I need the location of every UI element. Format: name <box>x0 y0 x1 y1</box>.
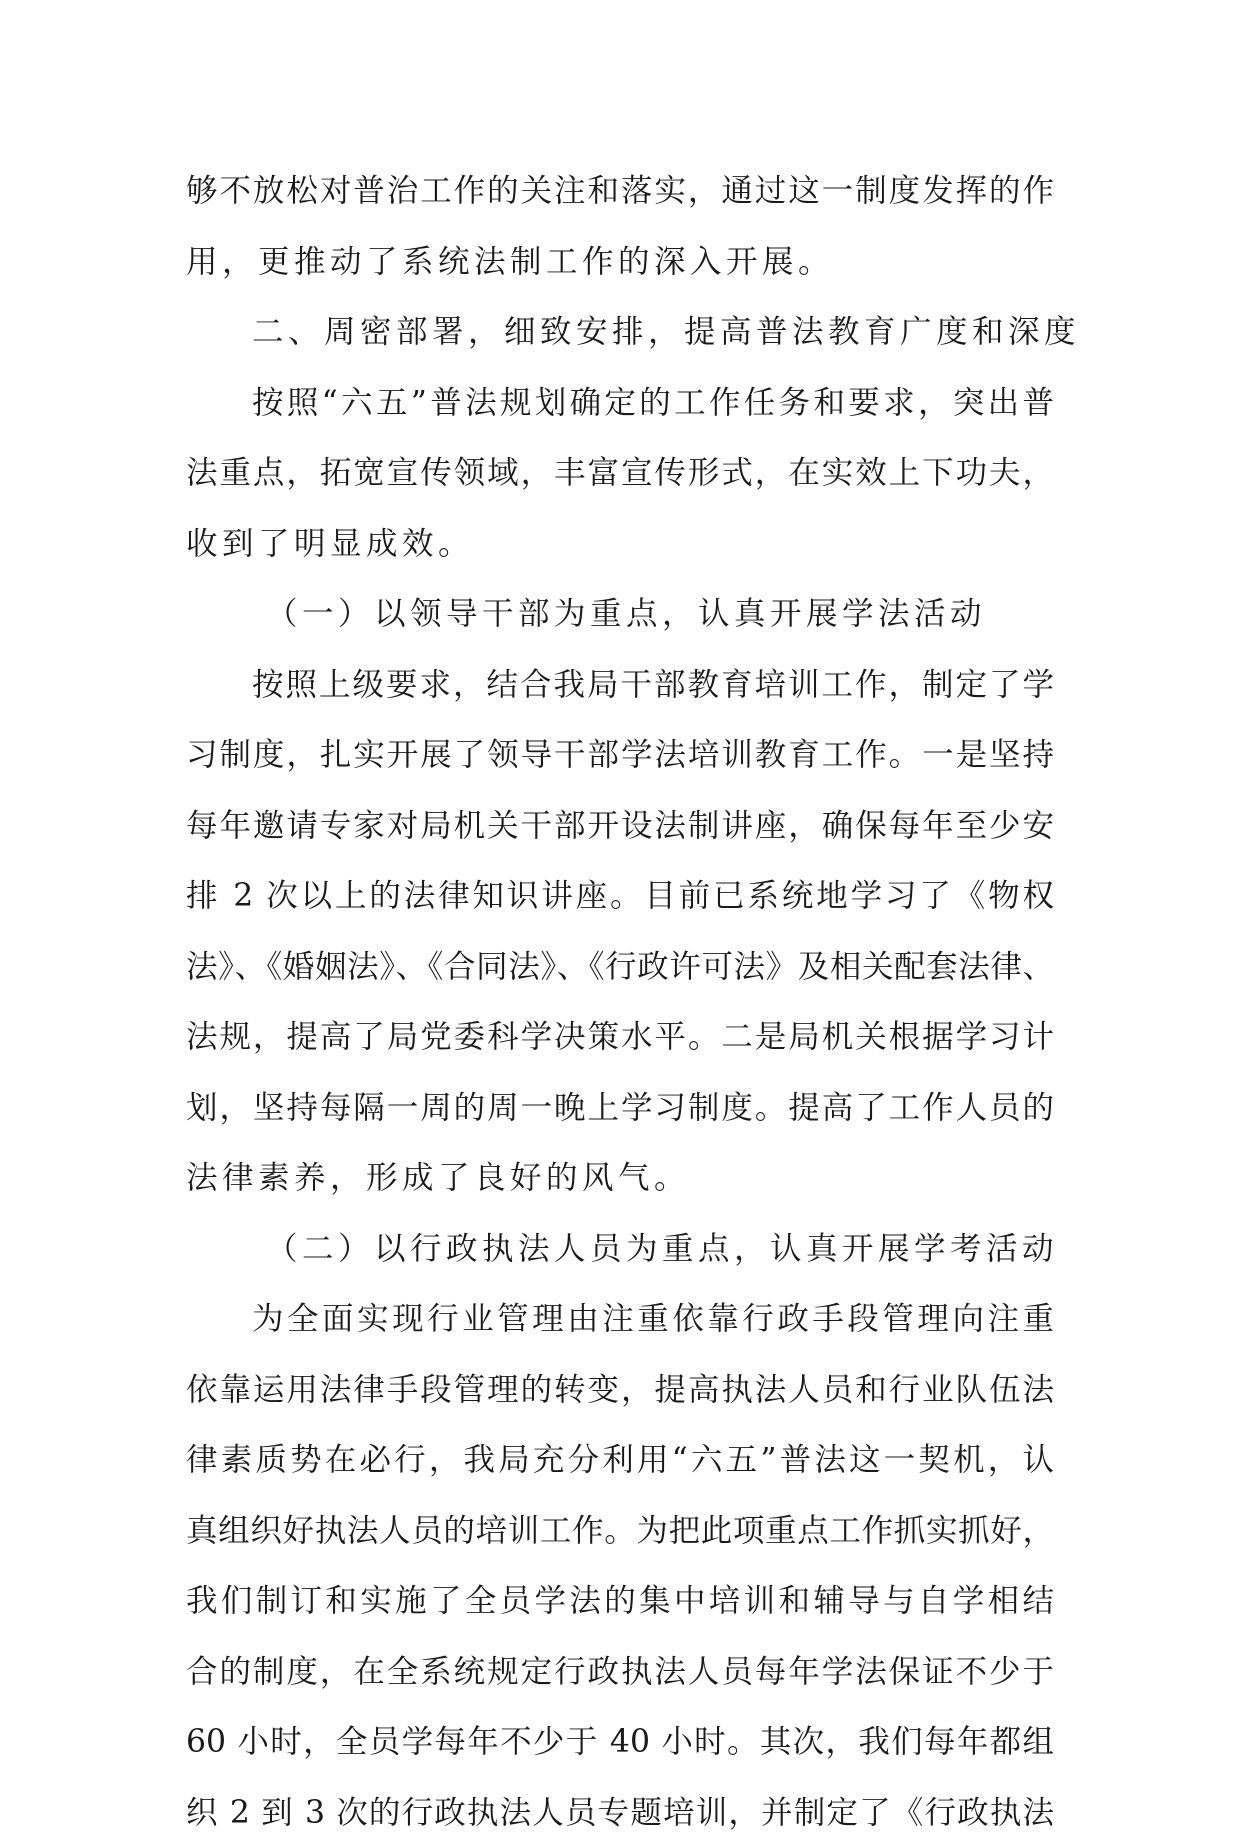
text-line: 划，坚持每隔一周的周一晚上学习制度。提高了工作人员的 <box>186 1073 1054 1144</box>
text-line: 按照上级要求，结合我局干部教育培训工作，制定了学 <box>186 650 1054 721</box>
text-line: 按照“六五”普法规划确定的工作任务和要求，突出普 <box>186 368 1054 439</box>
text-line: 法律素养，形成了良好的风气。 <box>186 1143 1054 1214</box>
text-line: 法规，提高了局党委科学决策水平。二是局机关根据学习计 <box>186 1002 1054 1073</box>
text-line: 法》、《婚姻法》、《合同法》、《行政许可法》及相关配套法律、 <box>186 932 1054 1003</box>
subsection-heading: （一）以领导干部为重点，认真开展学法活动 <box>186 579 1054 650</box>
text-line: 织 2 到 3 次的行政执法人员专题培训，并制定了《行政执法 <box>186 1778 1054 1848</box>
text-line: 够不放松对普治工作的关注和落实，通过这一制度发挥的作 <box>186 156 1054 227</box>
text-line: 律素质势在必行，我局充分利用“六五”普法这一契机，认 <box>186 1425 1054 1496</box>
text-line: 为全面实现行业管理由注重依靠行政手段管理向注重 <box>186 1284 1054 1355</box>
text-line: 收到了明显成效。 <box>186 509 1054 580</box>
document-body <box>186 156 1054 1848</box>
section-heading: 二、周密部署，细致安排，提高普法教育广度和深度 <box>186 297 1054 368</box>
text-line: 我们制订和实施了全员学法的集中培训和辅导与自学相结 <box>186 1566 1054 1637</box>
text-line: 60 小时，全员学每年不少于 40 小时。其次，我们每年都组 <box>186 1707 1054 1778</box>
text-line: 每年邀请专家对局机关干部开设法制讲座，确保每年至少安 <box>186 791 1054 862</box>
text-line: 习制度，扎实开展了领导干部学法培训教育工作。一是坚持 <box>186 720 1054 791</box>
text-line: 真组织好执法人员的培训工作。为把此项重点工作抓实抓好， <box>186 1496 1054 1567</box>
text-line: 排 2 次以上的法律知识讲座。目前已系统地学习了《物权 <box>186 861 1054 932</box>
text-line: 依靠运用法律手段管理的转变，提高执法人员和行业队伍法 <box>186 1355 1054 1426</box>
text-line: 用，更推动了系统法制工作的深入开展。 <box>186 227 1054 298</box>
text-line: 法重点，拓宽宣传领域，丰富宣传形式，在实效上下功夫， <box>186 438 1054 509</box>
text-line: 合的制度，在全系统规定行政执法人员每年学法保证不少于 <box>186 1637 1054 1708</box>
subsection-heading: （二）以行政执法人员为重点，认真开展学考活动 <box>186 1214 1054 1285</box>
